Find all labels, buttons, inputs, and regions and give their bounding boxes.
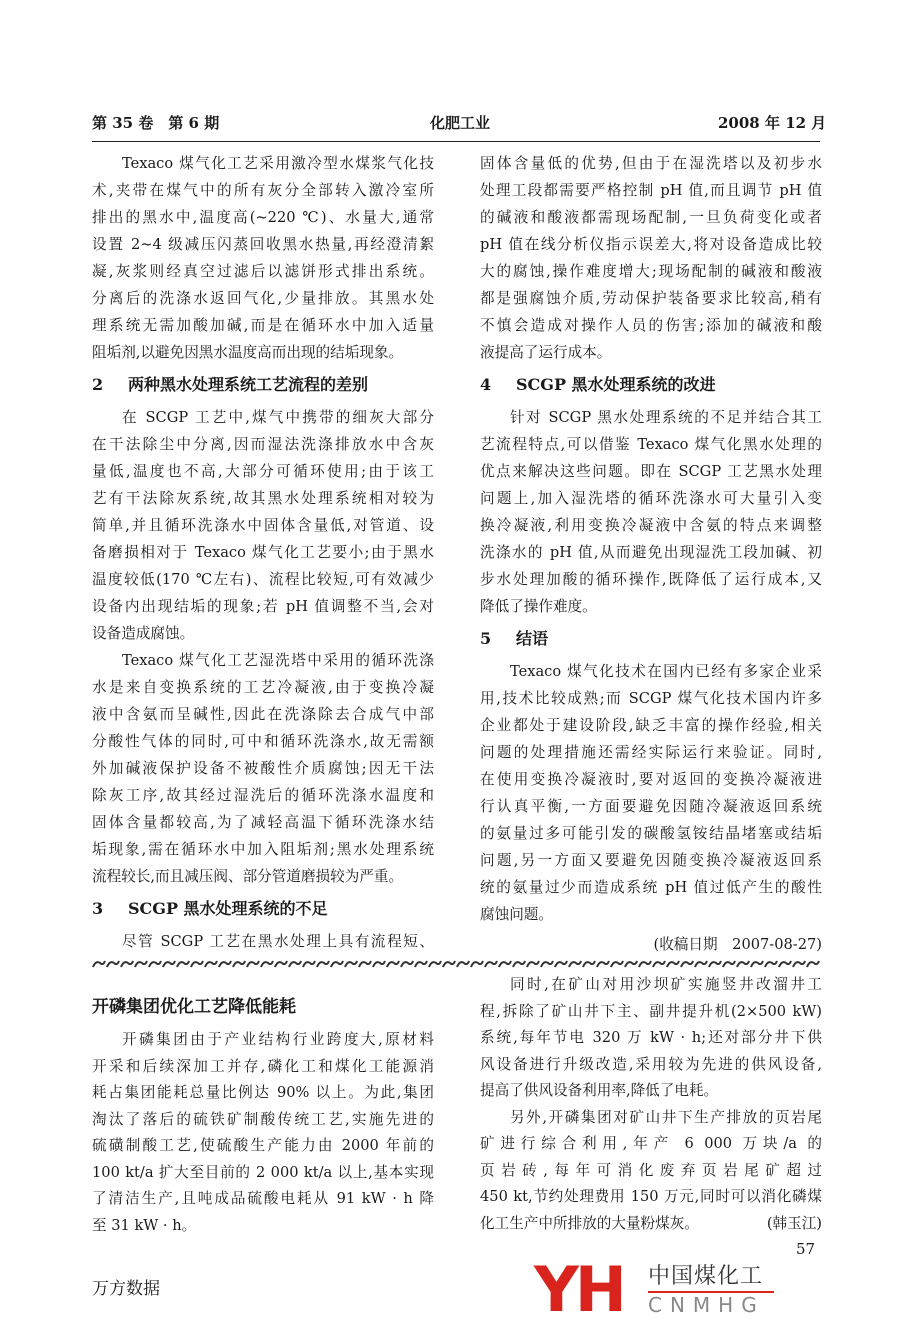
text-line: 术,夹带在煤气中的所有灰分全部转入激冷室所 — [92, 182, 434, 199]
text-line: 设置 2~4 级减压闪蒸回收黑水热量,再经澄清絮 — [92, 236, 434, 253]
text-line: 量低,温度也不高,大部分可循环使用;由于该工 — [92, 463, 434, 480]
right-column — [480, 150, 822, 958]
received-date: (收稿日期 2007-08-27) — [653, 936, 822, 953]
text-line: Texaco 煤气化技术在国内已经有多家企业采 — [510, 663, 822, 680]
text-line: 理系统无需加酸加碱,而是在循环水中加入适量 — [92, 317, 434, 334]
text-line: 企业都处于建设阶段,缺乏丰富的操作经验,相关 — [480, 717, 822, 734]
text-line: Texaco 煤气化工艺湿洗塔中采用的循环洗涤 — [122, 652, 434, 669]
text-line: 耗占集团能耗总量比例达 90% 以上。为此,集团 — [92, 1084, 434, 1101]
text-line: 都是强腐蚀介质,劳动保护装备要求比较高,稍有 — [480, 290, 822, 307]
text-line: 腐蚀问题。 — [480, 906, 553, 923]
header-rule — [92, 141, 820, 142]
text-line: 在 SCGP 工艺中,煤气中携带的细灰大部分 — [122, 409, 434, 426]
text-line: 除灰工序,故其经过湿洗后的循环洗涤水温度和 — [92, 787, 434, 804]
text-line: 分酸性气体的同时,可中和循环洗涤水,故无需额 — [92, 733, 434, 750]
paragraph — [480, 658, 822, 928]
news-left-column — [92, 1027, 434, 1239]
text-line: 在使用变换冷凝液时,要对返回的变换冷凝液进 — [480, 771, 822, 788]
watermark-en: CNMHG — [648, 1293, 765, 1317]
section-heading — [92, 371, 434, 398]
news-right-column — [480, 972, 822, 1237]
text-line: 问题的处理措施还需经实际运行来验证。同时, — [480, 744, 822, 761]
paragraph — [480, 150, 822, 366]
issue-date: 2008 年 12 月 — [718, 114, 827, 132]
watermark-cn: 中国煤化工 — [648, 1264, 764, 1289]
text-line: 的氨量过多可能引发的碳酸氢铵结晶堵塞或结垢 — [480, 825, 822, 842]
wavy-divider — [92, 958, 820, 970]
section-heading — [480, 625, 822, 652]
text-line: 淘汰了落后的硫铁矿制酸传统工艺,实施先进的 — [92, 1110, 434, 1128]
section-number: 4 — [480, 375, 492, 394]
text-line: 洗涤水的 pH 值,从而避免出现湿洗工段加碱、初 — [480, 544, 822, 561]
text-line: 温度较低(170 ℃左右)、流程比较短,可有效减少 — [92, 571, 434, 588]
section-title: SCGP 黑水处理系统的不足 — [128, 899, 328, 918]
text-line: 降低了操作难度。 — [480, 598, 597, 615]
text-line: 简单,并且循环洗涤水中固体含量低,对管道、设 — [92, 517, 434, 534]
text-line: 统的氨量过少而造成系统 pH 值过低产生的酸性 — [480, 879, 822, 896]
text-line: 开采和后续深加工并存,磷化工和煤化工能源消 — [92, 1057, 434, 1075]
text-line: 在干法除尘中分离,因而湿法洗涤排放水中含灰 — [92, 436, 434, 453]
text-line: 大的腐蚀,操作难度增大;现场配制的碱液和酸液 — [480, 263, 822, 280]
watermark-yh: YH — [534, 1253, 623, 1326]
text-line: 排出的黑水中,温度高(~220 ℃)、水量大,通常 — [92, 209, 434, 226]
text-line: 流程较长,而且减压阀、部分管道磨损较为严重。 — [92, 868, 404, 885]
section-title: 结语 — [516, 629, 549, 648]
news-author: (韩玉江) — [766, 1214, 822, 1232]
text-line: 分离后的洗涤水返回气化,少量排放。其黑水处 — [92, 290, 434, 307]
text-line: 的碱液和酸液都需现场配制,一旦负荷变化或者 — [480, 209, 822, 226]
text-line: 液提高了运行成本。 — [480, 344, 612, 361]
text-line: 100 kt/a 扩大至目前的 2 000 kt/a 以上,基本实现 — [92, 1163, 434, 1181]
page-number: 57 — [796, 1240, 816, 1258]
text-line: 问题上,加入湿洗塔的循环洗涤水可大量引入变 — [480, 490, 822, 507]
text-line: 风设备进行升级改造,采用较为先进的供风设备, — [480, 1055, 822, 1073]
journal-name: 化肥工业 — [430, 114, 491, 132]
text-line: 同时,在矿山对用沙坝矿实施竖井改溜井工 — [510, 976, 822, 993]
text-line: 艺有干法除灰系统,故其黑水处理系统相对较为 — [92, 490, 434, 507]
text-line: 矿进行综合利用,年产 6 000 万块/a 的 — [480, 1135, 822, 1152]
text-line: 液中含氨而呈碱性,因此在洗涤除去合成气中部 — [92, 706, 434, 723]
section-number: 5 — [480, 629, 492, 648]
text-line: pH 值在线分析仪指示误差大,将对设备造成比较 — [480, 236, 822, 253]
paragraph — [92, 404, 434, 647]
text-line: 凝,灰浆则经真空过滤后以滤饼形式排出系统。 — [92, 263, 434, 280]
paragraph — [92, 928, 434, 955]
text-line: 程,拆除了矿山井下主、副井提升机(2×500 kW) — [480, 1002, 822, 1020]
text-line: 外加碱液保护设备不被酸性介质腐蚀;因无干法 — [92, 760, 434, 777]
paragraph — [480, 1105, 822, 1238]
text-line: 垢现象,需在循环水中加入阻垢剂;黑水处理系统 — [92, 841, 434, 858]
section-number: 2 — [92, 375, 104, 394]
source-footer: 万方数据 — [92, 1279, 160, 1299]
text-line: 问题,另一方面又要避免因随变换冷凝液返回系 — [480, 852, 822, 869]
section-heading — [480, 371, 822, 398]
text-line: 固体含量低的优势,但由于在湿洗塔以及初步水 — [480, 155, 822, 172]
paragraph — [92, 150, 434, 366]
text-line: 开磷集团由于产业结构行业跨度大,原材料 — [122, 1031, 434, 1048]
text-line: 450 kt,节约处理费用 150 万元,同时可以消化磷煤 — [480, 1188, 822, 1205]
section-title: SCGP 黑水处理系统的改进 — [516, 375, 716, 394]
text-line: 处理工段都需要严格控制 pH 值,而且调节 pH 值 — [480, 182, 822, 199]
text-line: 设备造成腐蚀。 — [92, 625, 195, 642]
watermark-logo — [530, 1253, 780, 1326]
text-line: 固体含量都较高,为了减轻高温下循环洗涤水结 — [92, 814, 434, 831]
text-line: 步水处理加酸的循环操作,既降低了运行成本,又 — [480, 571, 822, 588]
text-line: 了清洁生产,且吨成品硫酸电耗从 91 kW · h 降 — [92, 1190, 434, 1207]
last-line-row — [480, 1211, 822, 1238]
text-line: 另外,开磷集团对矿山井下生产排放的页岩尾 — [510, 1108, 822, 1126]
text-line: 尽管 SCGP 工艺在黑水处理上具有流程短、 — [122, 933, 434, 950]
text-line: 硫磺制酸工艺,使硫酸生产能力由 2000 年前的 — [92, 1137, 434, 1154]
text-line: 水是来自变换系统的工艺冷凝液,由于变换冷凝 — [92, 679, 434, 696]
section-number: 3 — [92, 899, 104, 918]
text-line: 化工生产中所排放的大量粉煤灰。 — [480, 1214, 699, 1232]
text-line: 针对 SCGP 黑水处理系统的不足并结合其工 — [510, 409, 822, 426]
text-line: 页岩砖,每年可消化废弃页岩尾矿超过 — [480, 1161, 822, 1179]
text-line: 用,技术比较成熟;而 SCGP 煤气化技术国内许多 — [480, 690, 822, 707]
text-line: 阻垢剂,以避免因黑水温度高而出现的结垢现象。 — [92, 344, 404, 361]
left-column — [92, 150, 434, 955]
volume-issue: 第 35 卷 第 6 期 — [92, 114, 220, 132]
text-line: 优点来解决这些问题。即在 SCGP 工艺黑水处理 — [480, 463, 822, 480]
text-line: Texaco 煤气化工艺采用激冷型水煤浆气化技 — [122, 155, 434, 172]
text-line: 行认真平衡,一方面要避免因随冷凝液返回系统 — [480, 798, 822, 815]
news-title: 开磷集团优化工艺降低能耗 — [92, 997, 296, 1017]
paragraph — [480, 404, 822, 620]
text-line: 至 31 kW · h。 — [92, 1216, 197, 1234]
section-heading — [92, 895, 434, 922]
text-line: 备磨损相对于 Texaco 煤气化工艺要小;由于黑水 — [92, 544, 434, 561]
paragraph — [92, 647, 434, 890]
text-line: 艺流程特点,可以借鉴 Texaco 煤气化黑水处理的 — [480, 436, 822, 453]
text-line: 不慎会造成对操作人员的伤害;添加的碱液和酸 — [480, 317, 822, 334]
paragraph — [480, 972, 822, 1105]
text-line: 换冷凝液,利用变换冷凝液中含氨的特点来调整 — [480, 517, 822, 534]
text-line: 提高了供风设备利用率,降低了电耗。 — [480, 1082, 719, 1099]
section-title: 两种黑水处理系统工艺流程的差别 — [128, 375, 369, 394]
text-line: 设备内出现结垢的现象;若 pH 值调整不当,会对 — [92, 598, 434, 615]
text-line: 系统,每年节电 320 万 kW · h;还对部分井下供 — [480, 1029, 822, 1046]
